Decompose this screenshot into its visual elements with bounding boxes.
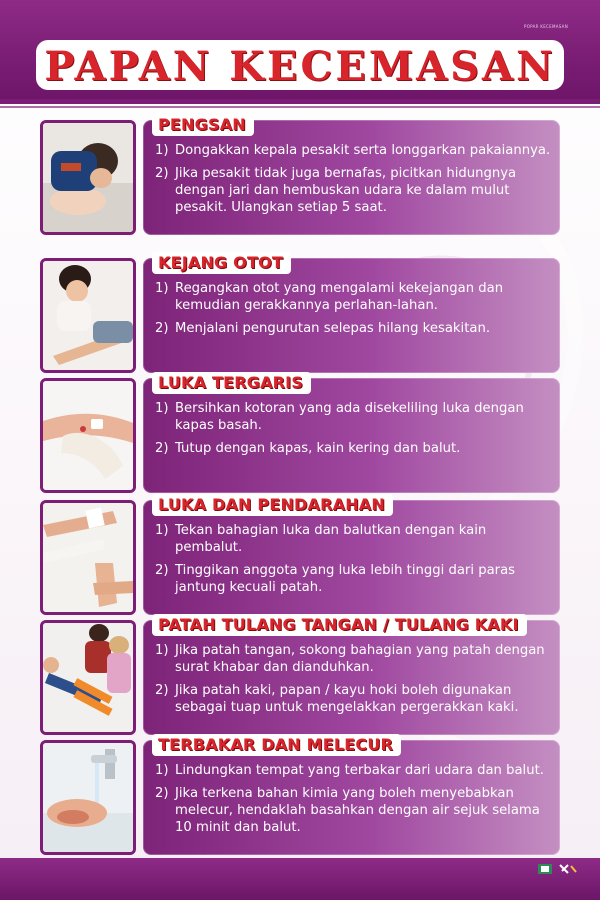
- footer-band: [0, 858, 600, 900]
- section-card: [143, 253, 560, 373]
- step-item: 1) Tekan bahagian luka dan balutkan dengan kain pembalut.: [155, 523, 487, 555]
- section-card: [143, 735, 560, 855]
- section-heading: TERBAKAR DAN MELECUR: [152, 734, 401, 756]
- steps-list: [155, 400, 552, 463]
- bandaging-hand-photo: [40, 500, 136, 615]
- header-divider: [0, 99, 600, 104]
- step-item: 1) Lindungkan tempat yang terbakar dari udara dan balut.: [155, 763, 544, 778]
- step-item: 2) Tinggikan anggota yang luka lebih tinggi dari paras jantung kecuali patah.: [155, 563, 516, 595]
- cpr-rescue-breath-photo: [40, 120, 136, 235]
- hands-under-tap-photo: [40, 740, 136, 855]
- step-item: 1) Jika patah tangan, sokong bahagian yang patah dengan surat khabar dan dianduhkan.: [155, 643, 545, 675]
- steps-list: [155, 522, 552, 602]
- step-item: 2) Jika pesakit tidak juga bernafas, picitkan hidungnya dengan jari dan hembuskan udara ke dalam mulut pesakit. Ulangkan setiap 5 saat.: [155, 166, 517, 215]
- title-banner: [36, 40, 564, 90]
- step-item: 2) Tutup dengan kapas, kain kering dan balut.: [155, 441, 461, 456]
- publisher-logo-icon: [538, 862, 578, 876]
- step-item: 1) Dongakkan kepala pesakit serta longgarkan pakaiannya.: [155, 143, 551, 158]
- step-item: 1) Bersihkan kotoran yang ada disekeliling luka dengan kapas basah.: [155, 401, 524, 433]
- steps-list: [155, 762, 552, 842]
- gloved-hands-cleaning-wound-photo: [40, 378, 136, 493]
- leg-splint-photo: [40, 620, 136, 735]
- section-heading: PATAH TULANG TANGAN / TULANG KAKI: [152, 614, 527, 636]
- step-item: 2) Jika patah kaki, papan / kayu hoki boleh digunakan sebagai tuap untuk mengelakkan pergerakkan kaki.: [155, 683, 519, 715]
- steps-list: [155, 142, 552, 222]
- section-heading: LUKA DAN PENDARAHAN: [152, 494, 393, 516]
- section-card: [143, 495, 560, 615]
- step-item: 2) Jika terkena bahan kimia yang boleh menyebabkan melecur, hendaklah basahkan dengan air sejuk selama 10 minit dan balut.: [155, 786, 540, 835]
- section-heading: PENGSAN: [152, 114, 254, 136]
- steps-list: [155, 642, 552, 722]
- brand-tag: POPAR KECEMASAN: [523, 24, 568, 29]
- section-card: [143, 615, 560, 735]
- steps-list: [155, 280, 552, 343]
- poster-title: PAPAN KECEMASAN: [44, 43, 556, 90]
- section-card: [143, 115, 560, 235]
- section-card: [143, 373, 560, 493]
- leg-stretch-photo: [40, 258, 136, 373]
- header-divider-thin: [0, 106, 600, 108]
- section-heading: KEJANG OTOT: [152, 252, 291, 274]
- step-item: 2) Menjalani pengurutan selepas hilang kesakitan.: [155, 321, 491, 336]
- step-item: 1) Regangkan otot yang mengalami kekejangan dan kemudian gerakkannya perlahan-lahan.: [155, 281, 504, 313]
- section-heading: LUKA TERGARIS: [152, 372, 311, 394]
